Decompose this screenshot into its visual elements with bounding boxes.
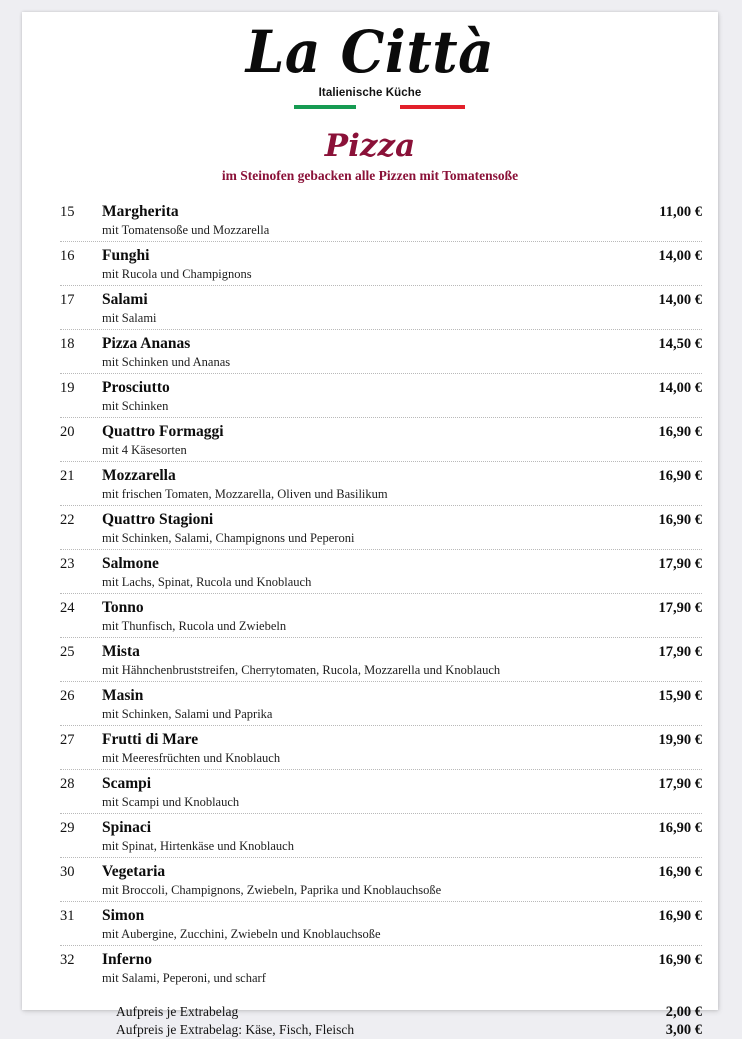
section-note: im Steinofen gebacken alle Pizzen mit Tomatensoße	[221, 168, 519, 183]
menu-item-description: mit Tomatensoße und Mozzarella	[102, 223, 270, 237]
menu-item-name: Quattro Formaggi	[102, 423, 224, 440]
menu-item-name: Masin	[102, 687, 144, 704]
menu-item[interactable]	[60, 505, 702, 549]
menu-item-description: mit Salami	[102, 311, 157, 325]
menu-item-number: 22	[60, 512, 75, 528]
menu-item[interactable]	[60, 593, 702, 637]
menu-item-description: mit Scampi und Knoblauch	[102, 795, 240, 809]
surcharge-row	[60, 1021, 702, 1039]
menu-item-price: 11,00 €	[659, 204, 702, 220]
masthead	[22, 12, 718, 110]
menu-item-description: mit Rucola und Champignons	[102, 267, 252, 281]
menu-item-name: Inferno	[102, 951, 152, 968]
menu-item[interactable]	[60, 461, 702, 505]
menu-item-price: 17,90 €	[658, 556, 702, 572]
menu-item-description: mit Meeresfrüchten und Knoblauch	[102, 751, 281, 765]
menu-item-description: mit Salami, Peperoni, und scharf	[102, 971, 266, 985]
menu-item-name: Vegetaria	[102, 863, 166, 880]
surcharge-price: 3,00 €	[665, 1022, 702, 1038]
menu-item-price: 17,90 €	[658, 644, 702, 660]
menu-item-name: Mista	[102, 643, 140, 660]
menu-item[interactable]	[60, 373, 702, 417]
surcharge-label: Aufpreis je Extrabelag: Käse, Fisch, Fleisch	[116, 1022, 355, 1037]
menu-page	[22, 12, 718, 1038]
menu-item-number: 23	[60, 556, 75, 572]
menu-item-price: 17,90 €	[658, 600, 702, 616]
menu-item-name: Salmone	[102, 555, 159, 572]
menu-item-name: Prosciutto	[102, 379, 170, 396]
menu-item-name: Margherita	[102, 203, 179, 220]
menu-item-number: 28	[60, 776, 75, 792]
menu-item-name: Funghi	[102, 247, 150, 264]
menu-item-list	[22, 198, 718, 989]
section-title: Pizza	[324, 128, 416, 164]
menu-item-number: 30	[60, 864, 75, 880]
menu-item-number: 31	[60, 908, 75, 924]
surcharge-list	[22, 1003, 718, 1039]
menu-item-price: 16,90 €	[658, 424, 702, 440]
menu-item-number: 21	[60, 468, 75, 484]
menu-item-number: 16	[60, 248, 75, 264]
menu-item-number: 20	[60, 424, 75, 440]
menu-item-price: 16,90 €	[658, 908, 702, 924]
menu-item[interactable]	[60, 769, 702, 813]
section-header	[22, 129, 718, 184]
menu-item[interactable]	[60, 857, 702, 901]
menu-item[interactable]	[60, 549, 702, 593]
menu-item-name: Scampi	[102, 775, 152, 792]
menu-item-name: Frutti di Mare	[102, 731, 199, 748]
menu-item-description: mit Broccoli, Champignons, Zwiebeln, Paprika und Knoblauchsoße	[102, 883, 442, 897]
menu-item-description: mit Schinken	[102, 399, 169, 413]
menu-item[interactable]	[60, 813, 702, 857]
menu-item-price: 17,90 €	[658, 776, 702, 792]
menu-item[interactable]	[60, 417, 702, 461]
menu-item-name: Spinaci	[102, 819, 152, 836]
brand-title: La Città	[245, 16, 495, 86]
menu-item-number: 15	[60, 204, 75, 220]
surcharge-row	[60, 1003, 702, 1021]
menu-item-description: mit Lachs, Spinat, Rucola und Knoblauch	[102, 575, 312, 589]
menu-item[interactable]	[60, 681, 702, 725]
menu-item-price: 16,90 €	[658, 952, 702, 968]
menu-item-name: Simon	[102, 907, 145, 924]
menu-item[interactable]	[60, 637, 702, 681]
surcharge-price: 2,00 €	[665, 1004, 702, 1020]
menu-item[interactable]	[60, 945, 702, 989]
menu-item-name: Mozzarella	[102, 467, 176, 484]
menu-item[interactable]	[60, 241, 702, 285]
menu-item-price: 16,90 €	[658, 864, 702, 880]
menu-item-price: 19,90 €	[658, 732, 702, 748]
brand-subtitle: Italienische Küche	[318, 87, 422, 99]
menu-item-price: 14,00 €	[658, 292, 702, 308]
menu-item-price: 16,90 €	[658, 820, 702, 836]
flag-bar-green-icon	[294, 105, 356, 109]
menu-item[interactable]	[60, 285, 702, 329]
menu-item-price: 14,00 €	[658, 380, 702, 396]
menu-item-price: 16,90 €	[658, 468, 702, 484]
menu-item-number: 24	[60, 600, 75, 616]
menu-item-number: 26	[60, 688, 75, 704]
menu-item-number: 17	[60, 292, 75, 308]
menu-item-price: 16,90 €	[658, 512, 702, 528]
menu-item-description: mit Spinat, Hirtenkäse und Knoblauch	[102, 839, 294, 853]
menu-item-description: mit Hähnchenbruststreifen, Cherrytomaten, Rucola, Mozzarella und Knoblauch	[102, 663, 501, 677]
menu-item-description: mit Schinken, Salami und Paprika	[102, 707, 273, 721]
menu-item-description: mit Thunfisch, Rucola und Zwiebeln	[102, 619, 287, 633]
menu-item[interactable]	[60, 901, 702, 945]
menu-item-number: 19	[60, 380, 75, 396]
menu-item-description: mit Schinken, Salami, Champignons und Peperoni	[102, 531, 355, 545]
menu-item[interactable]	[60, 725, 702, 769]
italian-flag-bars	[22, 105, 718, 110]
menu-item-number: 32	[60, 952, 75, 968]
menu-item[interactable]	[60, 329, 702, 373]
flag-bar-red-icon	[400, 105, 465, 109]
menu-item-description: mit Schinken und Ananas	[102, 355, 231, 369]
menu-item-number: 29	[60, 820, 75, 836]
surcharge-label: Aufpreis je Extrabelag	[116, 1004, 239, 1019]
menu-item-description: mit frischen Tomaten, Mozzarella, Oliven und Basilikum	[102, 487, 388, 501]
menu-item[interactable]	[60, 198, 702, 241]
menu-item-price: 14,00 €	[658, 248, 702, 264]
menu-item-name: Tonno	[102, 599, 144, 616]
menu-item-price: 15,90 €	[658, 688, 702, 704]
menu-item-description: mit Aubergine, Zucchini, Zwiebeln und Knoblauchsoße	[102, 927, 381, 941]
menu-item-name: Pizza Ananas	[102, 335, 191, 352]
menu-item-name: Salami	[102, 291, 148, 308]
menu-item-description: mit 4 Käsesorten	[102, 443, 187, 457]
menu-item-number: 18	[60, 336, 75, 352]
menu-item-number: 25	[60, 644, 75, 660]
menu-item-name: Quattro Stagioni	[102, 511, 214, 528]
menu-item-price: 14,50 €	[658, 336, 702, 352]
menu-item-number: 27	[60, 732, 75, 748]
